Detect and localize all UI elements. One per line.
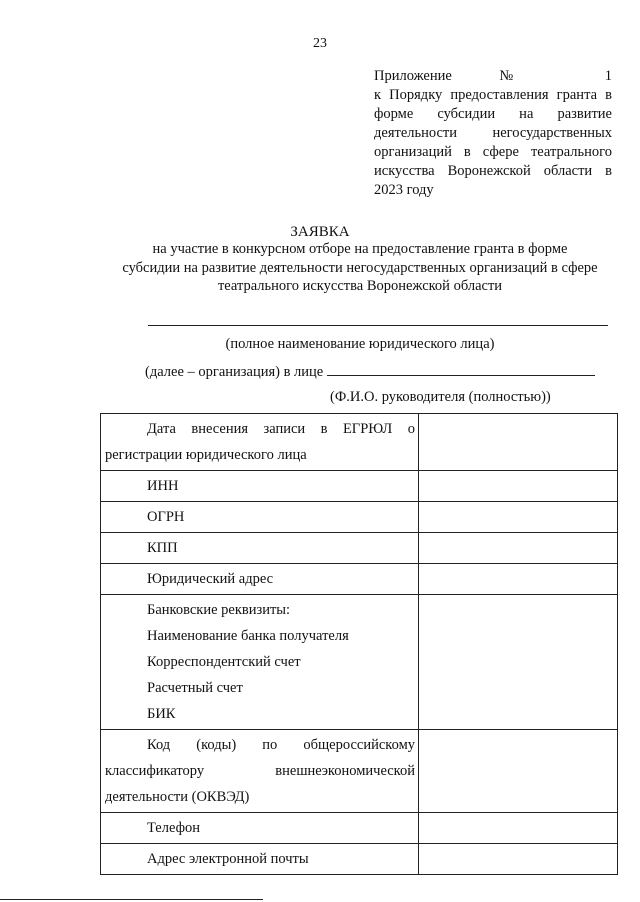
document-subtitle [100,240,620,296]
table-row [101,813,618,844]
subtitle-line: субсидии на развитие деятельности негосударственных организаций в сфере [122,259,598,276]
row-label-line: Юридический адрес [147,571,274,587]
row-label-line: ОГРН [147,509,185,525]
page-number: 23 [313,36,327,51]
annex-line: к Порядку предоставления гранта в [374,87,612,103]
row-label-line: БИК [147,706,176,722]
annex-header [374,67,612,200]
table-row [101,595,618,730]
row-value-cell[interactable] [419,471,618,502]
row-label-line: ИНН [147,478,179,494]
annex-line: Приложение № 1 [374,68,612,84]
representative-label: (далее – организация) в лице [145,364,324,380]
table-row [101,471,618,502]
row-label-line: деятельности (ОКВЭД) [105,789,250,805]
annex-line: искусства Воронежской области в [374,163,612,179]
row-value-cell[interactable] [419,844,618,875]
table-row [101,414,618,471]
row-label-line: Банковские реквизиты: [147,602,291,618]
row-label-line: Наименование банка получателя [147,628,349,644]
subtitle-line: театрального искусства Воронежской области [217,278,503,294]
row-label-line: Дата внесения записи в ЕГРЮЛ о [147,421,415,437]
row-value-cell[interactable] [419,564,618,595]
document-title: ЗАЯВКА [290,224,350,240]
table-row [101,730,618,813]
organization-name-field[interactable] [148,325,608,326]
row-label-line: Телефон [147,820,200,836]
row-label-line: Код (коды) по общероссийскому [147,737,415,753]
row-value-cell[interactable] [419,730,618,813]
row-label-line: классификатору внешнеэкономической [105,763,415,779]
row-label [101,414,419,471]
row-label [101,595,419,730]
row-label [101,471,419,502]
table-row [101,502,618,533]
row-value-cell[interactable] [419,595,618,730]
footer-divider [0,899,263,900]
row-label [101,844,419,875]
table-row [101,533,618,564]
row-value-cell[interactable] [419,414,618,471]
row-value-cell[interactable] [419,502,618,533]
subtitle-line: на участие в конкурсном отборе на предоставление гранта в форме [152,241,568,257]
organization-name-caption: (полное наименование юридического лица) [225,336,495,352]
annex-line: 2023 году [374,182,434,198]
row-label-line: Адрес электронной почты [147,851,309,867]
annex-line: деятельности негосударственных [374,125,612,141]
row-label [101,502,419,533]
row-label-line: КПП [147,540,178,556]
representative-caption: (Ф.И.О. руководителя (полностью)) [330,389,551,405]
row-value-cell[interactable] [419,533,618,564]
table-row [101,844,618,875]
row-value-cell[interactable] [419,813,618,844]
row-label [101,564,419,595]
representative-name-field[interactable] [327,362,595,376]
representative-row [145,362,595,381]
row-label [101,533,419,564]
row-label-line: регистрации юридического лица [105,447,307,463]
annex-line: организаций в сфере театрального [374,144,612,160]
row-label [101,813,419,844]
annex-line: форме субсидии на развитие [374,106,612,122]
applicant-details-table [100,413,618,875]
row-label-line: Корреспондентский счет [147,654,301,670]
table-row [101,564,618,595]
row-label [101,730,419,813]
row-label-line: Расчетный счет [147,680,243,696]
